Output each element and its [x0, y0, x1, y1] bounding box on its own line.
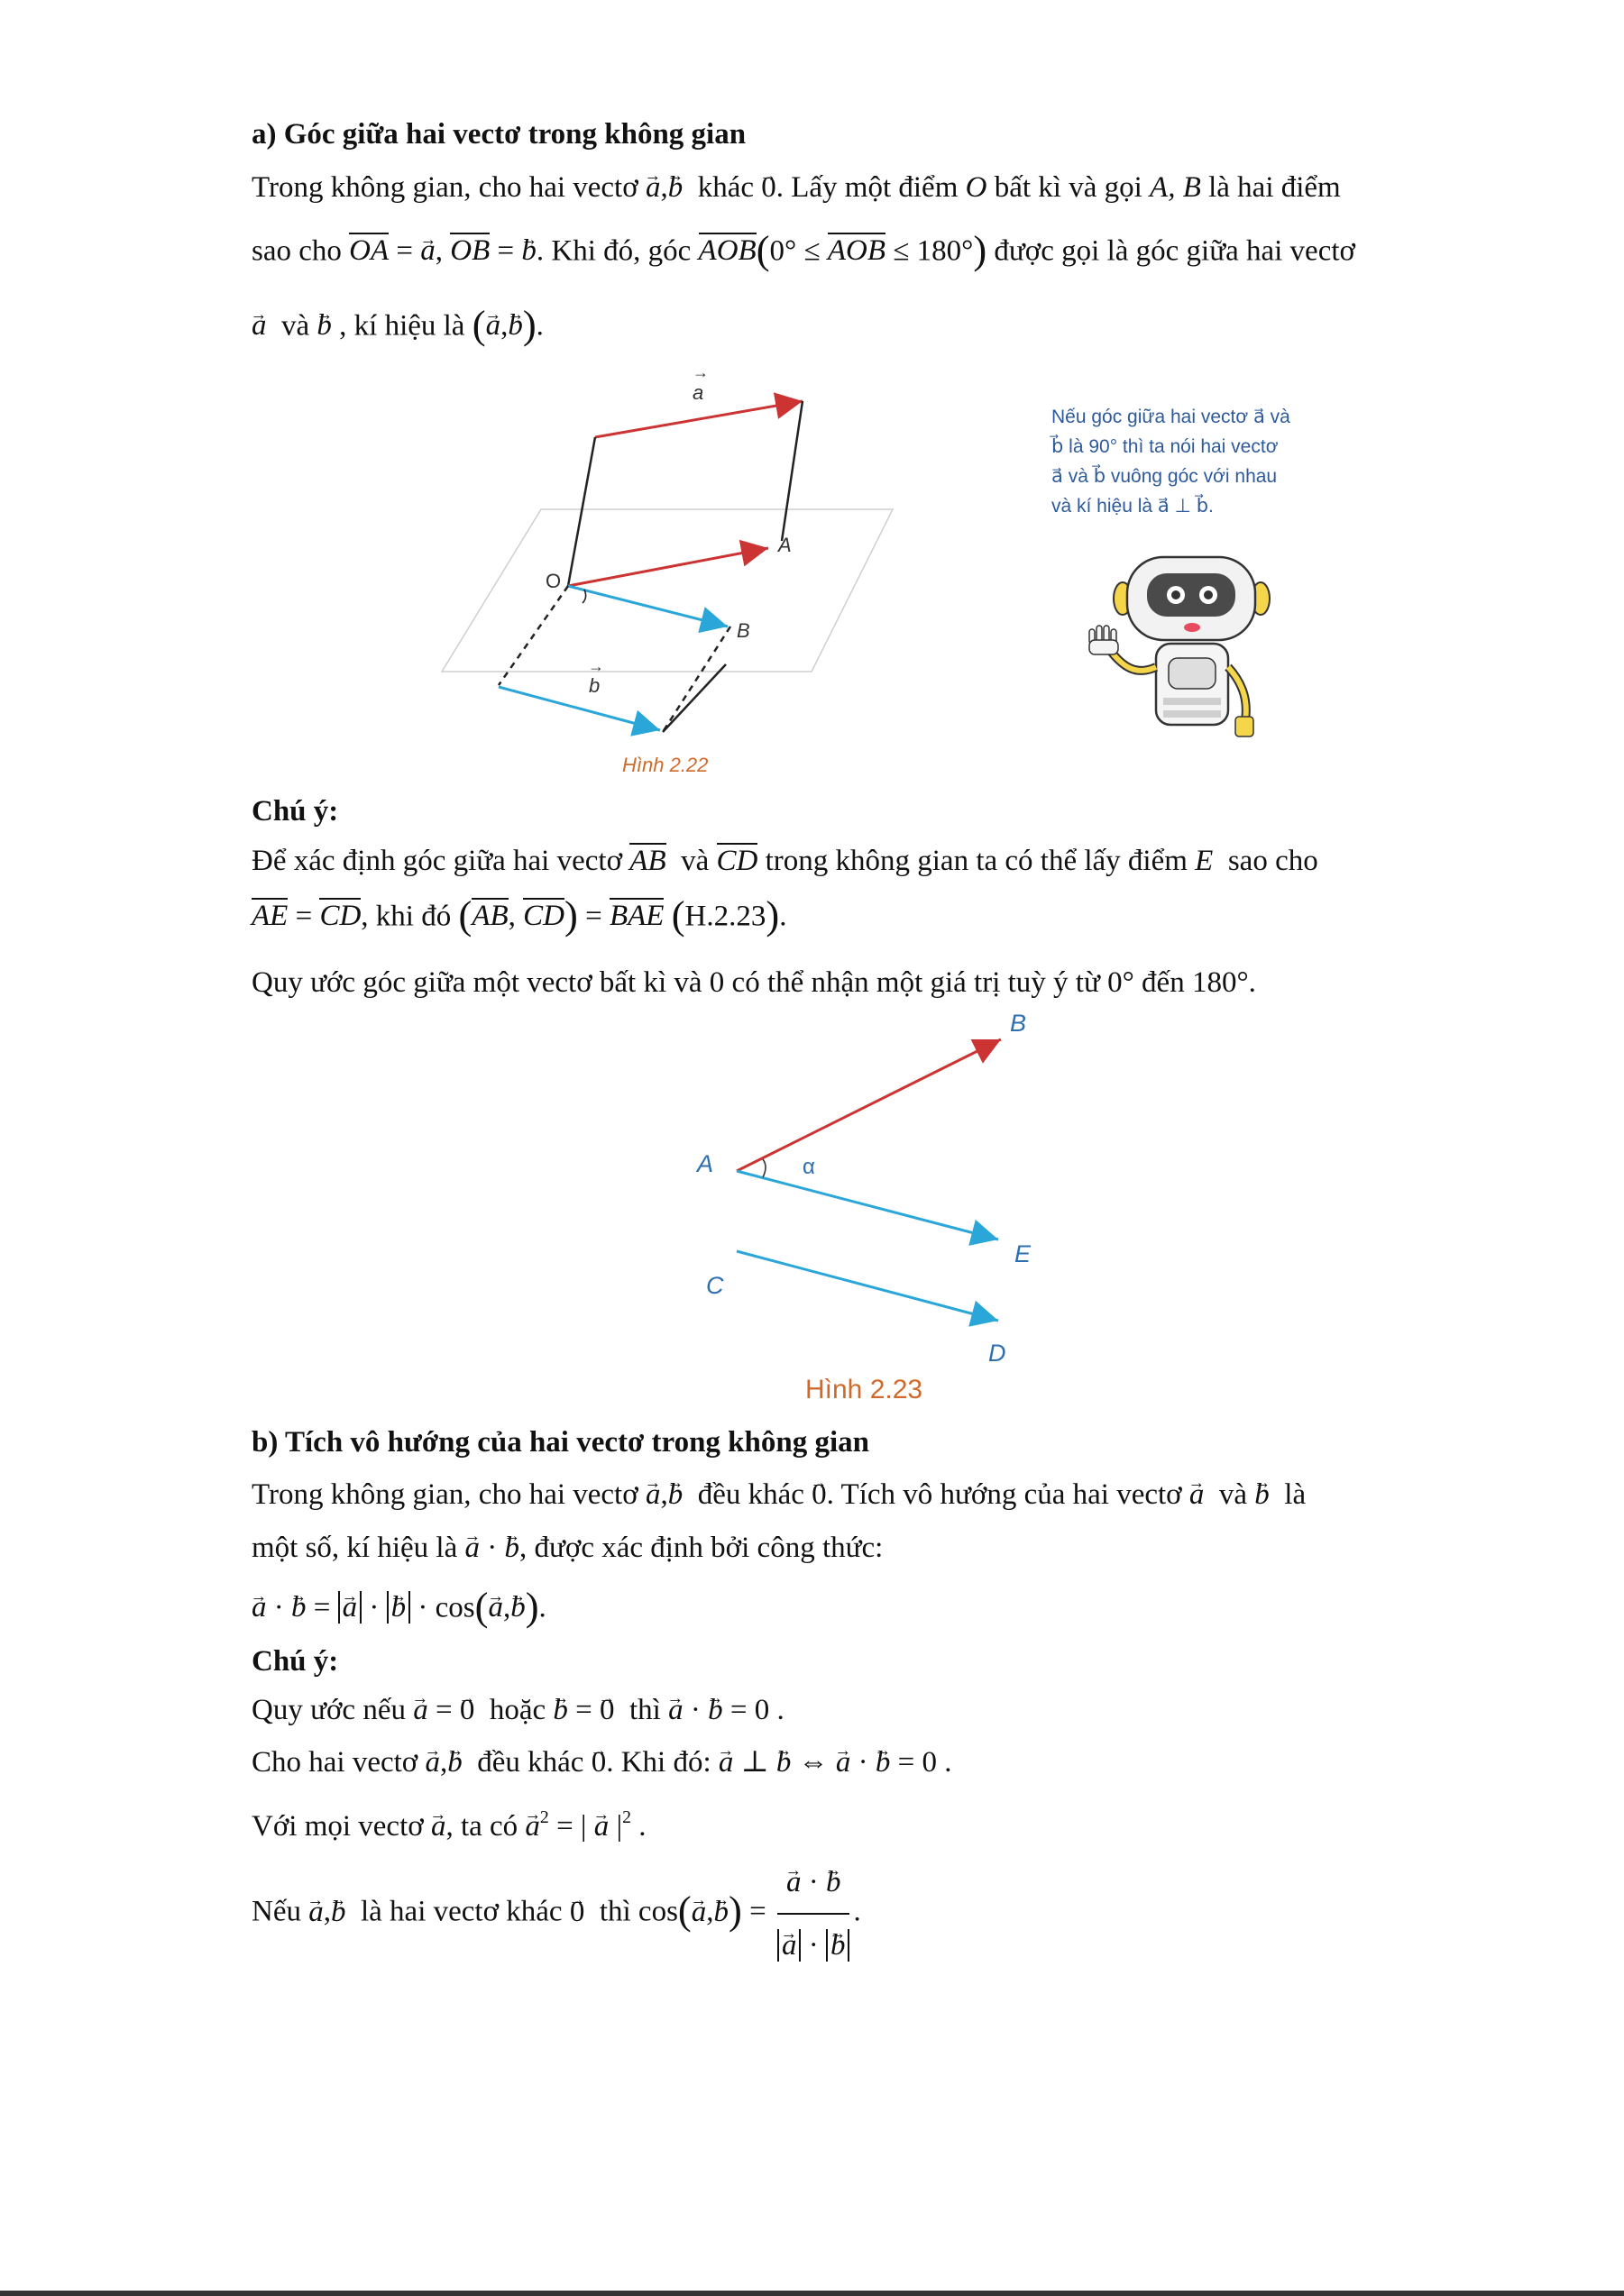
section-b-heading: b) Tích vô hướng của hai vectơ trong không gian [252, 1426, 870, 1459]
plane-outline [442, 509, 893, 672]
section-a-paragraph-line2: sao cho OA = → a, OB = → b. Khi đó, góc AOB(0° ≤ AOB ≤ 180°) được gọi là góc giữa hai vectơ [252, 232, 1355, 269]
angle-arc [583, 590, 586, 603]
dot-product-formula: → a · → b = → a · → b · cos(→ a,→ b). [252, 1588, 546, 1625]
label-D: D [988, 1340, 1006, 1367]
label-A: A [697, 1150, 714, 1177]
vector-ab-arrow [737, 1039, 1001, 1171]
label-a: a [693, 381, 704, 404]
page-bottom-border [0, 2291, 1624, 2296]
label-o: O [546, 570, 562, 592]
section-b-paragraph-line2: một số, kí hiệu là → a · → b, được xác định bởi công thức: [252, 1530, 883, 1566]
label-A: A [778, 534, 792, 556]
label-B: B [737, 619, 750, 642]
svg-text:→: → [693, 363, 709, 381]
vector-ob-arrow [568, 586, 728, 627]
label-b: b [589, 674, 601, 697]
note-1-line1: Để xác định góc giữa hai vectơ AB và CD trong không gian ta có thể lấy điểm E sao cho [252, 845, 1318, 877]
note-2-heading: Chú ý: [252, 1645, 339, 1678]
note-2-line2: Cho hai vectơ → a,→ b đều khác → 0. Khi đó: → a ⊥ → b ⇔ → a · → b = 0 . [252, 1744, 952, 1780]
vector-a-arrow [595, 401, 803, 437]
label-E: E [1014, 1240, 1032, 1267]
robot-mascot-illustration [1073, 550, 1271, 744]
note-1-line3: Quy ước góc giữa một vectơ bất kì và 0 có thể nhận một giá trị tuỳ ý từ 0° đến 180°. [252, 966, 1256, 999]
note-2-line4: Nếu → a,→ b là hai vectơ khác → 0 thì cos(→ a,→ b) = → a · → b → a · → b . [252, 1855, 861, 1972]
figure-2-23 [685, 1010, 1064, 1370]
figure-2-22-caption: Hình 2.22 [622, 754, 709, 776]
note-1-line2: AE = CD, khi đó (AB, CD) = BAE (H.2.23). [252, 892, 787, 938]
section-b-paragraph-line1: Trong không gian, cho hai vectơ → a,→ b đều khác → 0. Tích vô hướng của hai vectơ → a và → b là [252, 1477, 1306, 1513]
vector-cd-arrow [737, 1251, 998, 1321]
vector-oa-arrow [568, 548, 768, 586]
section-a-paragraph-line1: Trong không gian, cho hai vectơ → a,→ b khác → 0. Lấy một điểm O bất kì và gọi A, B là hai điểm [252, 169, 1341, 206]
label-alpha: α [803, 1155, 815, 1179]
svg-text:→: → [588, 657, 604, 675]
note-2-line1: Quy ước nếu → a = → 0 hoặc → b = → 0 thì → a · → b = 0 . [252, 1692, 784, 1728]
perpendicular-note: Nếu góc giữa hai vectơ a⃗ và b⃗ là 90° thì ta nói hai vectơ a⃗ và b⃗ vuông góc với nhau và kí hiệu là a⃗ ⊥ b⃗. [1051, 407, 1290, 517]
label-B: B [1010, 1010, 1027, 1037]
figure-2-23-caption: Hình 2.23 [805, 1375, 923, 1404]
vector-ae-arrow [737, 1171, 998, 1239]
section-a-paragraph-line3: → a và → b , kí hiệu là (→ a,→ b). [252, 306, 544, 343]
note-1-heading: Chú ý: [252, 795, 339, 828]
cosine-fraction: → a · → b → a · → b [777, 1855, 850, 1972]
vector-b-arrow [499, 687, 660, 730]
figure-2-22 [424, 361, 929, 793]
note-2-line3: Với mọi vectơ → a, ta có → $a^2$ = | → a $|^2$ . [252, 1799, 647, 1844]
section-a-heading: a) Góc giữa hai vectơ trong không gian [252, 118, 747, 151]
label-C: C [706, 1272, 724, 1299]
angle-alpha-arc [763, 1159, 766, 1177]
